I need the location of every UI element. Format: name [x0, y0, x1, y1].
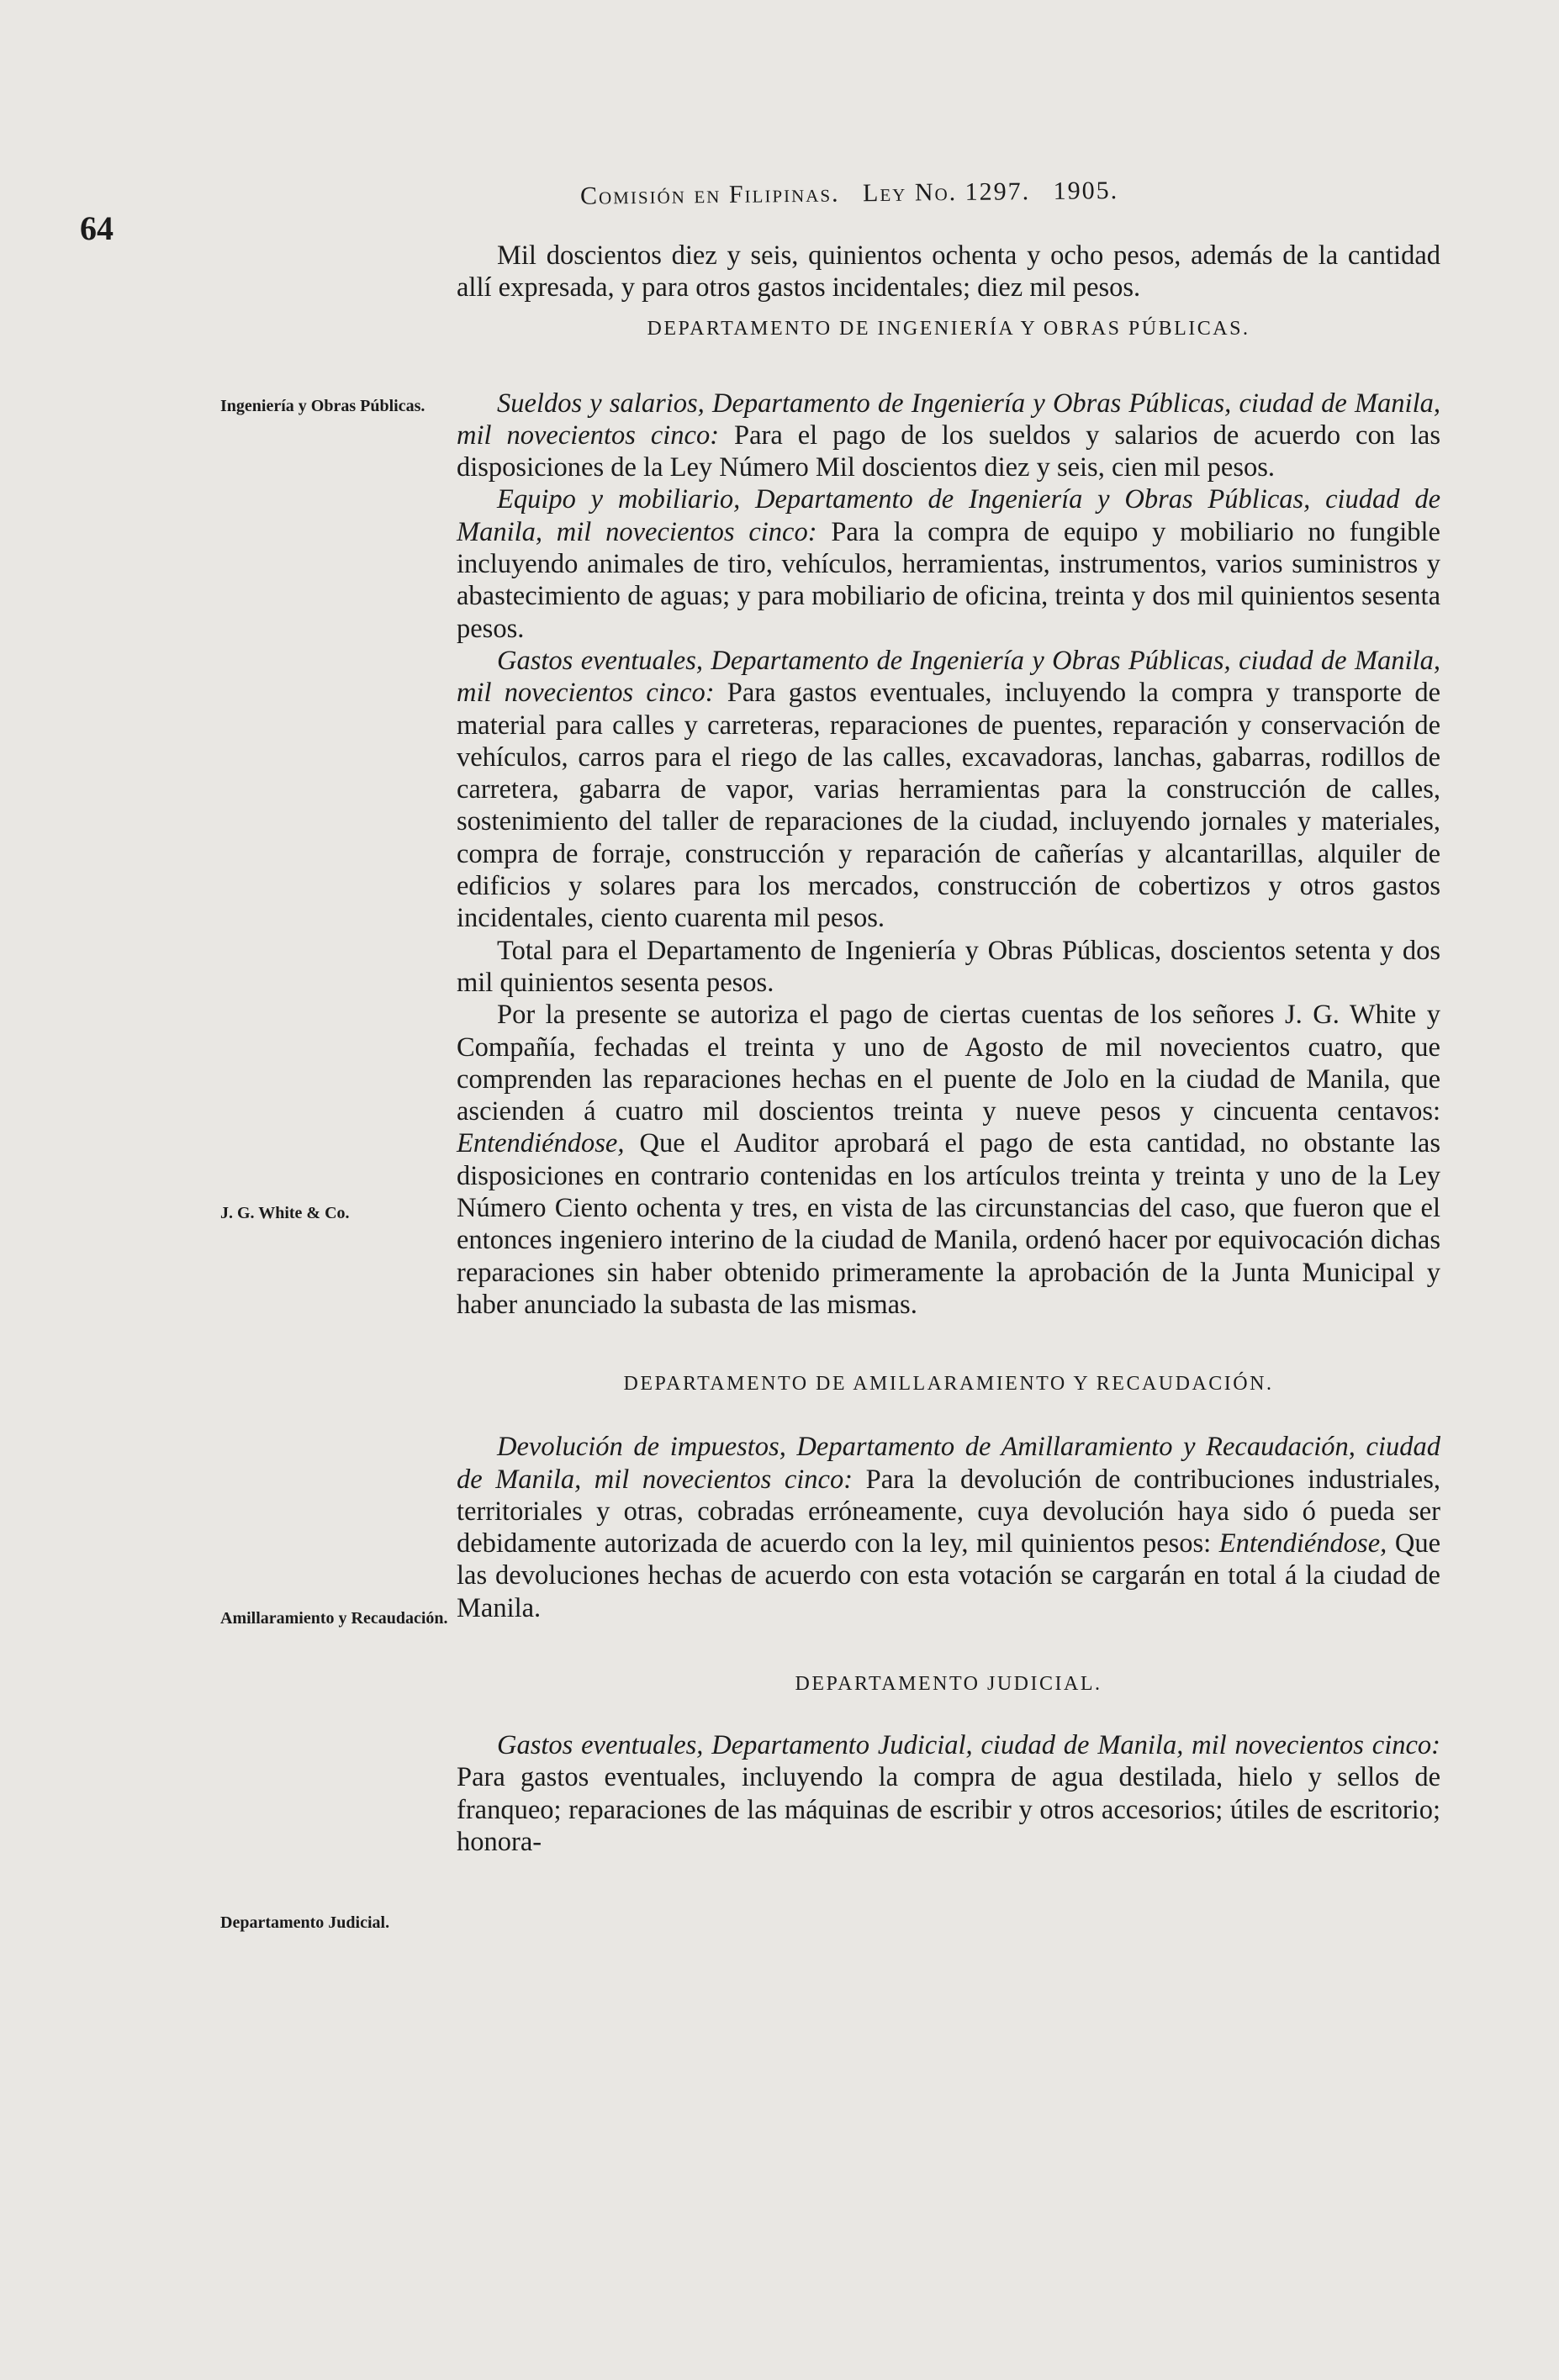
sidenote-judicial: Departamento Judicial. — [220, 1913, 390, 1932]
paragraph-devolucion-text: Para la devolución de contribuciones industriales, territoriales y otras, cobradas erróneamente, cuya devolución haya sido ó pueda ser debidamente autorizada de acuerdo con la ley, mil quinientos pesos: — [457, 1464, 1440, 1559]
sidenote-ingenieria: Ingeniería y Obras Públicas. — [220, 397, 425, 415]
paragraph-devolucion-proviso: Entendiéndose, — [1218, 1528, 1387, 1559]
paragraph-sueldos-lead: Sueldos y salarios, Departamento de Ingeniería y Obras Públicas, ciudad de Manila, mil novecientos cinco: — [457, 388, 1440, 451]
paragraph-sueldos — [457, 388, 1440, 484]
heading-judicial: DEPARTAMENTO JUDICIAL. — [795, 1672, 1102, 1695]
paragraph-total-ingenieria: Total para el Departamento de Ingeniería y Obras Públicas, doscientos setenta y dos mil quinientos sesenta pesos. — [457, 935, 1440, 998]
running-head-law: Ley No. 1297. — [862, 177, 1031, 208]
paragraph-white-proviso: Entendiéndose, — [457, 1128, 625, 1159]
paragraph-intro: Mil doscientos diez y seis, quinientos ochenta y ocho pesos, además de la cantidad allí expresada, y para otros gastos incidentales; diez mil pesos. — [457, 240, 1440, 303]
running-head-year: 1905. — [1053, 177, 1119, 205]
paragraph-equipo-text: Para la compra de equipo y mobiliario no fungible incluyendo animales de tiro, vehículos, herramientas, instrumentos, varios suministros y abastecimiento de aguas; y para mobiliario de oficina, treinta y dos mil quinientos sesenta pesos. — [457, 516, 1440, 644]
paragraph-equipo — [457, 483, 1440, 644]
main-text — [457, 240, 1440, 1858]
sidenote-white: J. G. White & Co. — [220, 1204, 350, 1222]
paragraph-white-text: Por la presente se autoriza el pago de ciertas cuentas de los señores J. G. White y Compañía, fechadas el treinta y uno de Agosto de mil novecientos cuatro, que comprenden las reparaciones hechas en el puente de Jolo en la ciudad de Manila, que ascienden á cuatro mil doscientos treinta y nueve pesos y cincuenta centavos: — [457, 1000, 1440, 1127]
heading-amillaramiento: DEPARTAMENTO DE AMILLARAMIENTO Y RECAUDACIÓN. — [623, 1373, 1274, 1396]
paragraph-white-tail: Que el Auditor aprobará el pago de esta cantidad, no obstante las disposiciones en contrario contenidas en los artículos treinta y treinta y uno de la Ley Número Ciento ochenta y tres, en vista de las circunstancias del caso, que fueron que el entonces ingeniero interino de la ciudad de Manila, ordenó hacer por equivocación dichas reparaciones sin haber obtenido primeramente la aprobación de la Junta Municipal y haber anunciado la subasta de las mismas. — [457, 1128, 1440, 1320]
paragraph-sueldos-text: Para el pago de los sueldos y salarios de acuerdo con las disposiciones de la Ley Número Mil doscientos diez y seis, cien mil pesos. — [457, 420, 1441, 483]
paragraph-devolucion-tail: Que las devoluciones hechas de acuerdo con esta votación se cargarán en total á la ciudad de Manila. — [457, 1528, 1440, 1623]
heading-ingenieria: DEPARTAMENTO DE INGENIERÍA Y OBRAS PÚBLICAS. — [647, 317, 1250, 340]
page-number: 64 — [80, 209, 114, 247]
paragraph-gastos-judicial-text: Para gastos eventuales, incluyendo la compra de agua destilada, hielo y sellos de franqueo; reparaciones de las máquinas de escribir y otros accesorios; útiles de escritorio; honora- — [457, 1762, 1440, 1857]
paragraph-gastos-ingenieria-text: Para gastos eventuales, incluyendo la compra y transporte de material para calles y carreteras, reparaciones de puentes, reparación y conservación de vehículos, carros para el riego de las calles, excavadoras, lanchas, gabarras, rodillos de carretera, gabarra de vapor, varias herramientas para la construcción de calles, sostenimiento del taller de reparaciones de la ciudad, incluyendo jornales y materiales, compra de forraje, construcción y reparación de cañerías y alcantarillas, alquiler de edificios y solares para los mercados, construcción de cobertizos y otros gastos incidentales, ciento cuarenta mil pesos. — [457, 678, 1440, 934]
paragraph-gastos-ingenieria — [457, 645, 1440, 935]
paragraph-gastos-judicial-lead: Gastos eventuales, Departamento Judicial, ciudad de Manila, mil novecientos cinco: — [497, 1729, 1440, 1760]
paragraph-gastos-ingenieria-lead: Gastos eventuales, Departamento de Ingeniería y Obras Públicas, ciudad de Manila, mil novecientos cinco: — [457, 645, 1440, 709]
section-gap — [457, 1321, 1440, 1373]
paragraph-gastos-judicial — [457, 1729, 1440, 1858]
sidenote-amillaramiento: Amillaramiento y Recaudación. — [220, 1609, 448, 1628]
paragraph-devolucion-lead: Devolución de impuestos, Departamento de Amillaramiento y Recaudación, ciudad de Manila, mil novecientos cinco: — [457, 1432, 1440, 1495]
paragraph-equipo-lead: Equipo y mobiliario, Departamento de Ingeniería y Obras Públicas, ciudad de Manila, mil novecientos cinco: — [457, 484, 1440, 547]
running-head-commission: Comisión en Filipinas. — [579, 179, 840, 210]
paragraph-devolucion — [457, 1431, 1440, 1624]
running-head — [580, 174, 1337, 210]
paragraph-white — [457, 999, 1440, 1321]
section-gap — [457, 1624, 1440, 1673]
